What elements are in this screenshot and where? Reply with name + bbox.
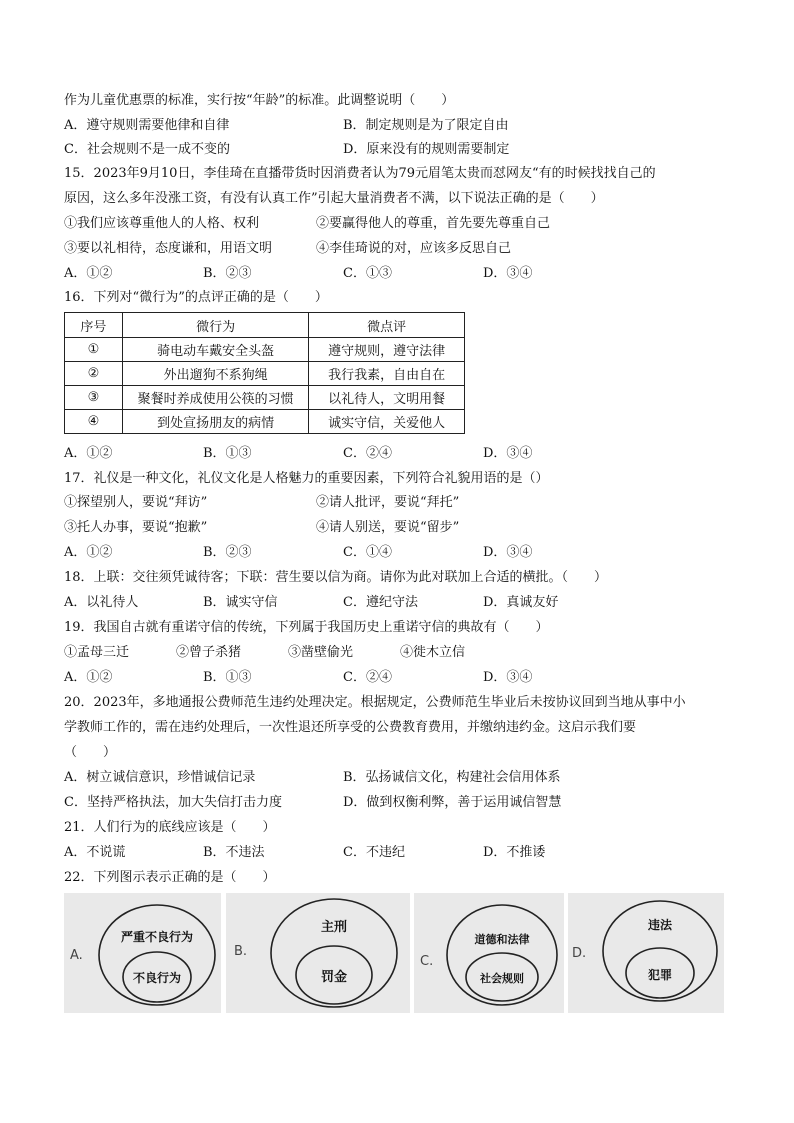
outer-circle: [603, 901, 717, 1001]
outer-circle: [99, 905, 215, 1005]
table-cell: ③: [65, 386, 123, 410]
inner-label: 罚金: [320, 970, 348, 985]
q17-statement-1: ①探望别人，要说“拜访”: [64, 495, 208, 510]
diagram-d: [568, 893, 724, 1013]
q21-option-b: B．不违法: [203, 845, 265, 860]
table-cell: 我行我素，自由自在: [309, 362, 465, 386]
q19-option-c: C．②④: [343, 670, 392, 685]
outer-circle: [447, 905, 557, 1005]
diagram-b: [226, 893, 410, 1013]
q17-statement-3: ③托人办事，要说“抱歉”: [64, 520, 208, 535]
q16-option-d: D．③④: [483, 446, 533, 461]
q14-option-d: D．原来没有的规则需要制定: [343, 142, 510, 157]
outer-label: 违法: [647, 918, 673, 932]
q21-option-a: A．不说谎: [64, 845, 126, 860]
table-cell: 到处宣扬朋友的病情: [122, 410, 309, 434]
q15-option-c: C．①③: [343, 266, 392, 281]
q15-option-a: A．①②: [64, 266, 113, 281]
q21-option-c: C．不违纪: [343, 845, 405, 860]
q14-option-b: B．制定规则是为了限定自由: [343, 118, 509, 133]
q18-option-d: D．真诚友好: [483, 595, 559, 610]
q20-option-b: B．弘扬诚信文化，构建社会信用体系: [343, 770, 561, 785]
diagram-c-svg: [414, 893, 564, 1013]
inner-label: 社会规则: [480, 972, 524, 985]
q19-statement-4: ④徙木立信: [400, 645, 466, 660]
q20-stem-line2: 学教师工作的，需在违约处理后，一次性退还所享受的公费教育费用，并缴纳违约金。这启示我们要: [64, 720, 637, 735]
q17-option-b: B．②③: [203, 545, 252, 560]
diagram-a-svg: [64, 893, 221, 1013]
diagram-letter: C.: [420, 954, 434, 969]
table-cell: 诚实守信，关爱他人: [309, 410, 465, 434]
table-cell: 外出遛狗不系狗绳: [122, 362, 309, 386]
diagram-c: [414, 893, 564, 1013]
table-header-cell: 微行为: [122, 313, 309, 338]
q14-stem-tail: 作为儿童优惠票的标准，实行按“年龄”的标准。此调整说明（ ）: [64, 93, 455, 108]
diagram-a: [64, 893, 221, 1013]
q20-option-c: C．坚持严格执法，加大失信打击力度: [64, 795, 282, 810]
q16-option-b: B．①③: [203, 446, 252, 461]
q18-option-c: C．遵纪守法: [343, 595, 418, 610]
outer-label: 严重不良行为: [120, 930, 194, 944]
table-cell: ④: [65, 410, 123, 434]
q19-option-d: D．③④: [483, 670, 533, 685]
q19-option-a: A．①②: [64, 670, 113, 685]
table-header-cell: 序号: [65, 313, 123, 338]
q19-statement-1: ①孟母三迁: [64, 645, 130, 660]
table-cell: ②: [65, 362, 123, 386]
diagram-d-svg: [568, 893, 724, 1013]
q19-option-b: B．①③: [203, 670, 252, 685]
q15-statement-3: ③要以礼相待，态度谦和，用语文明: [64, 241, 273, 256]
q15-option-b: B．②③: [203, 266, 252, 281]
q14-option-a: A．遵守规则需要他律和自律: [64, 118, 230, 133]
q15-statement-1: ①我们应该尊重他人的人格、权利: [64, 216, 260, 231]
q15-option-d: D．③④: [483, 266, 533, 281]
q20-stem-line3: （ ）: [64, 745, 117, 760]
table-cell: 遵守规则，遵守法律: [309, 338, 465, 362]
diagram-b-svg: [226, 893, 410, 1013]
q16-option-a: A．①②: [64, 446, 113, 461]
table-cell: 骑电动车戴安全头盔: [122, 338, 309, 362]
q21-stem: 21．人们行为的底线应该是（ ）: [64, 820, 276, 835]
table-row: [65, 410, 465, 434]
inner-label: 犯罪: [647, 968, 673, 982]
inner-label: 不良行为: [132, 971, 182, 985]
table-row: [65, 386, 465, 410]
table-cell: 以礼待人，文明用餐: [309, 386, 465, 410]
q22-stem: 22．下列图示表示正确的是（ ）: [64, 870, 276, 885]
q21-option-d: D．不推诿: [483, 845, 546, 860]
diagram-letter: B.: [234, 944, 248, 959]
q19-statement-3: ③凿壁偷光: [288, 645, 354, 660]
q20-option-d: D．做到权衡利弊，善于运用诚信智慧: [343, 795, 562, 810]
table-cell: ①: [65, 338, 123, 362]
q18-stem: 18．上联：交往须凭诚待客；下联：营生要以信为商。请你为此对联加上合适的横批。（ ）: [64, 570, 608, 585]
q18-option-b: B．诚实守信: [203, 595, 278, 610]
q18-option-a: A．以礼待人: [64, 595, 139, 610]
q15-statement-2: ②要赢得他人的尊重，首先要先尊重自己: [316, 216, 551, 231]
outer-label: 道德和法律: [474, 933, 530, 946]
table-header-row: [65, 313, 465, 338]
q20-stem-line1: 20．2023年，多地通报公费师范生违约处理决定。根据规定，公费师范生毕业后未按协议回到当地从事中小: [64, 695, 686, 710]
outer-label: 主刑: [320, 920, 348, 935]
table-cell: 聚餐时养成使用公筷的习惯: [122, 386, 309, 410]
q15-stem-line1: 15．2023年9月10日，李佳琦在直播带货时因消费者认为79元眉笔太贵而怼网友“有的时候找找自己的: [64, 166, 656, 181]
table-row: [65, 338, 465, 362]
q17-option-c: C．①④: [343, 545, 392, 560]
q16-table: [64, 312, 465, 434]
table-header-cell: 微点评: [309, 313, 465, 338]
q14-option-c: C．社会规则不是一成不变的: [64, 142, 230, 157]
q17-option-d: D．③④: [483, 545, 533, 560]
q17-statement-4: ④请人别送，要说“留步”: [316, 520, 460, 535]
q15-statement-4: ④李佳琦说的对，应该多反思自己: [316, 241, 512, 256]
diagram-letter: D.: [572, 946, 587, 961]
q19-statement-2: ②曾子杀猪: [176, 645, 242, 660]
q19-stem: 19．我国自古就有重诺守信的传统，下列属于我国历史上重诺守信的典故有（ ）: [64, 620, 549, 635]
table-row: [65, 362, 465, 386]
q20-option-a: A．树立诚信意识，珍惜诚信记录: [64, 770, 256, 785]
q17-statement-2: ②请人批评，要说“拜托”: [316, 495, 460, 510]
q16-stem: 16．下列对“微行为”的点评正确的是（ ）: [64, 290, 328, 305]
q17-option-a: A．①②: [64, 545, 113, 560]
q16-option-c: C．②④: [343, 446, 392, 461]
q15-stem-line2: 原因，这么多年没涨工资，有没有认真工作”引起大量消费者不满，以下说法正确的是（ ）: [64, 191, 604, 206]
diagram-letter: A.: [70, 948, 83, 963]
q17-stem: 17．礼仪是一种文化，礼仪文化是人格魅力的重要因素，下列符合礼貌用语的是（）: [64, 471, 549, 486]
outer-circle: [271, 899, 397, 1007]
